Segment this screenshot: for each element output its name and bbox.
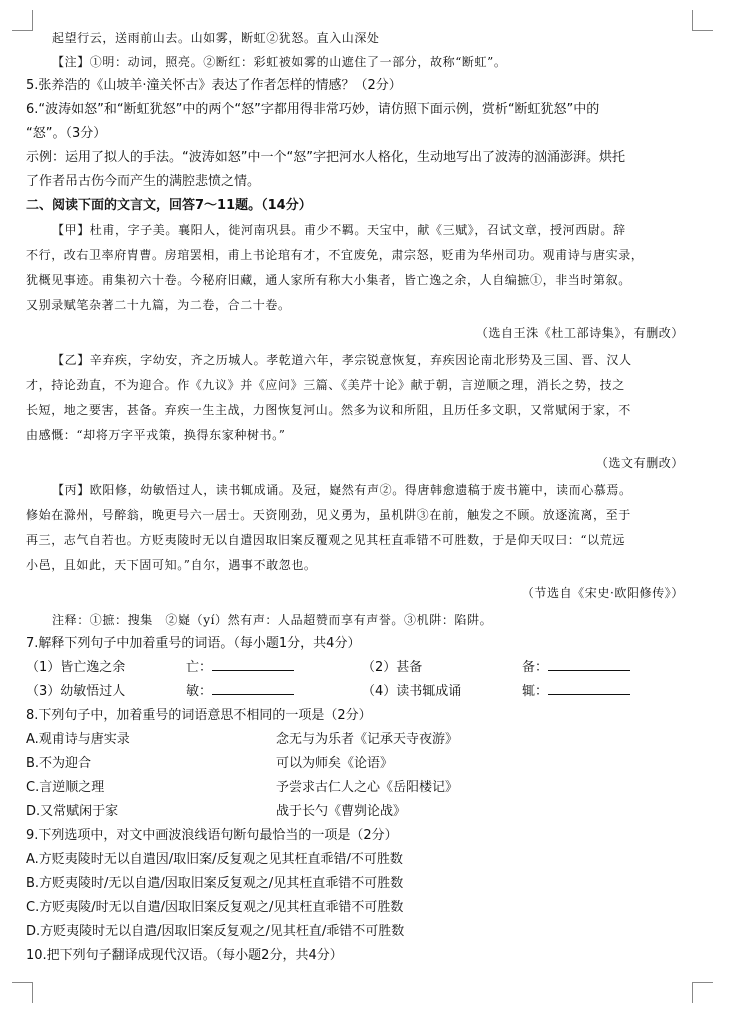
passage-line: 才，持论劲直，不为迎合。作《九议》并《应问》三篇、《美芹十论》献于朝，言逆顺之理，消长之势，技之 xyxy=(26,378,625,392)
option-right: 予尝求古仁人之心《岳阳楼记》 xyxy=(276,780,459,795)
question-8: 8.下列句子中，加着重号的词语意思不相同的一项是（2分） xyxy=(26,708,372,723)
poem-tail: 起望行云，送雨前山去。山如雾，断虹②犹怒。直入山深处 xyxy=(52,31,380,45)
answer-blank[interactable] xyxy=(548,656,630,671)
q7-word: 亡： xyxy=(186,660,213,675)
q7-row xyxy=(26,680,694,704)
answer-blank[interactable] xyxy=(548,680,630,695)
q7-word: 敏： xyxy=(186,684,213,699)
option-right: 念无与为乐者《记承天寺夜游》 xyxy=(276,732,459,747)
question-10: 10.把下列句子翻译成现代汉语。（每小题2分，共4分） xyxy=(26,948,343,963)
q9-option: D.方贬夷陵时无以自遣/因取旧案反复观之/见其枉直/乖错不可胜数 xyxy=(26,924,405,939)
passage-line: 犹概见事迹。甫集初六十卷。今秘府旧藏，通人家所有称大小集者，皆亡逸之余，人自编摭①，非当时第叙。 xyxy=(26,273,631,287)
exam-page xyxy=(26,26,694,968)
question-6-line-1: 6.“波涛如怒”和“断虹犹怒”中的两个“怒”字都用得非常巧妙，请仿照下面示例，赏析“断虹犹怒”中的 xyxy=(26,102,600,117)
q9-option: A.方贬夷陵时无以自遣因/取旧案/反复观之见其枉直乖错/不可胜数 xyxy=(26,852,403,867)
q7-word: 备： xyxy=(522,660,549,675)
q9-option: C.方贬夷陵/时无以自遣/因取旧案反复观之/见其枉直乖错不可胜数 xyxy=(26,900,404,915)
q9-option: B.方贬夷陵时/无以自遣/因取旧案反复观之/见其枉直乖错不可胜数 xyxy=(26,876,404,891)
answer-blank[interactable] xyxy=(212,680,294,695)
answer-blank[interactable] xyxy=(212,656,294,671)
crop-mark-top-right xyxy=(692,10,713,31)
passage-line: 小邑，且如此，天下固可知。”自尔，遇事不敢忽也。 xyxy=(26,558,317,572)
passage-line: 修始在滁州，号醉翁，晚更号六一居士。天资刚劲，见义勇为，虽机阱③在前，触发之不顾。放逐流离，至于 xyxy=(26,508,631,522)
passage-line: 又别录赋笔杂著二十九篇，为二卷，合二十卷。 xyxy=(26,298,291,312)
passage-source: （节选自《宋史·欧阳修传》） xyxy=(521,586,684,600)
example-line-1: 示例：运用了拟人的手法。“波涛如怒”中一个“怒”字把河水人格化，生动地写出了波涛的汹涌澎湃。烘托 xyxy=(26,150,625,165)
question-7: 7.解释下列句子中加着重号的词语。（每小题1分，共4分） xyxy=(26,636,361,651)
option-left: C.言逆顺之理 xyxy=(26,780,105,795)
q7-sentence: （4）读书辄成诵 xyxy=(362,684,462,699)
poem-note: 【注】①明：动词，照亮。②断红：彩虹被如雾的山遮住了一部分，故称“断虹”。 xyxy=(52,55,507,69)
section-2-title: 二、阅读下面的文言文，回答7～11题。（14分） xyxy=(26,198,312,213)
passage-line: 长短，地之要害，甚备。弃疾一生主战，力图恢复河山。然多为议和所阻，且历任多文职，又常赋闲于家，不 xyxy=(26,403,631,417)
crop-mark-bottom-right xyxy=(692,982,713,1003)
question-9: 9.下列选项中，对文中画波浪线语句断句最恰当的一项是（2分） xyxy=(26,828,398,843)
q8-option xyxy=(26,728,694,752)
passage-jia xyxy=(26,218,694,348)
passage-line: 【乙】辛弃疾，字幼安，齐之历城人。孝乾道六年，孝宗锐意恢复，弃疾因论南北形势及三国、晋、汉人 xyxy=(52,353,632,367)
passage-source: （选自王洙《杜工部诗集》，有删改） xyxy=(475,326,684,340)
option-left: B.不为迎合 xyxy=(26,756,92,771)
passage-source: （选文有删改） xyxy=(595,456,684,470)
q8-option xyxy=(26,752,694,776)
option-left: D.又常赋闲于家 xyxy=(26,804,119,819)
passage-line: 【甲】杜甫，字子美。襄阳人，徙河南巩县。甫少不羁。天宝中，献《三赋》，召试文章，授河西尉。辞 xyxy=(52,223,626,237)
question-5: 5.张养浩的《山坡羊·潼关怀古》表达了作者怎样的情感？（2分） xyxy=(26,78,402,93)
passage-line: 不行，改右卫率府胄曹。房琯罢相，甫上书论琯有才，不宜废免，肃宗怒，贬甫为华州司功。观甫诗与唐实录， xyxy=(26,248,644,262)
passage-yi xyxy=(26,348,694,478)
passage-line: 【丙】欧阳修，幼敏悟过人，读书辄成诵。及冠，嶷然有声②。得唐韩愈遗稿于废书簏中，读而心慕焉。 xyxy=(52,483,632,497)
passage-bing xyxy=(26,478,694,608)
option-right: 可以为师矣《论语》 xyxy=(276,756,394,771)
example-line-2: 了作者吊古伤今而产生的满腔悲愤之情。 xyxy=(26,174,261,189)
passage-line: 由感慨：“却将万字平戎策，换得东家种树书。” xyxy=(26,428,286,442)
option-left: A.观甫诗与唐实录 xyxy=(26,732,130,747)
q7-sentence: （1）皆亡逸之余 xyxy=(26,660,126,675)
crop-mark-bottom-left xyxy=(12,982,33,1003)
option-right: 战于长勺《曹刿论战》 xyxy=(276,804,407,819)
passage-line: 再三，志气自若也。方贬夷陵时无以自遣因取旧案反覆观之见其枉直乖错不可胜数，于是仰天叹曰：“以荒远 xyxy=(26,533,625,547)
q7-sentence: （2）甚备 xyxy=(362,660,423,675)
question-6-line-2: “怒”。（3分） xyxy=(26,126,107,141)
q8-option xyxy=(26,800,694,824)
q7-word: 辄： xyxy=(522,684,549,699)
notes: 注释：①摭：搜集 ②嶷（yí）然有声：人品超赞而享有声誉。③机阱：陷阱。 xyxy=(52,613,493,627)
q7-sentence: （3）幼敏悟过人 xyxy=(26,684,126,699)
q8-option xyxy=(26,776,694,800)
q7-row xyxy=(26,656,694,680)
